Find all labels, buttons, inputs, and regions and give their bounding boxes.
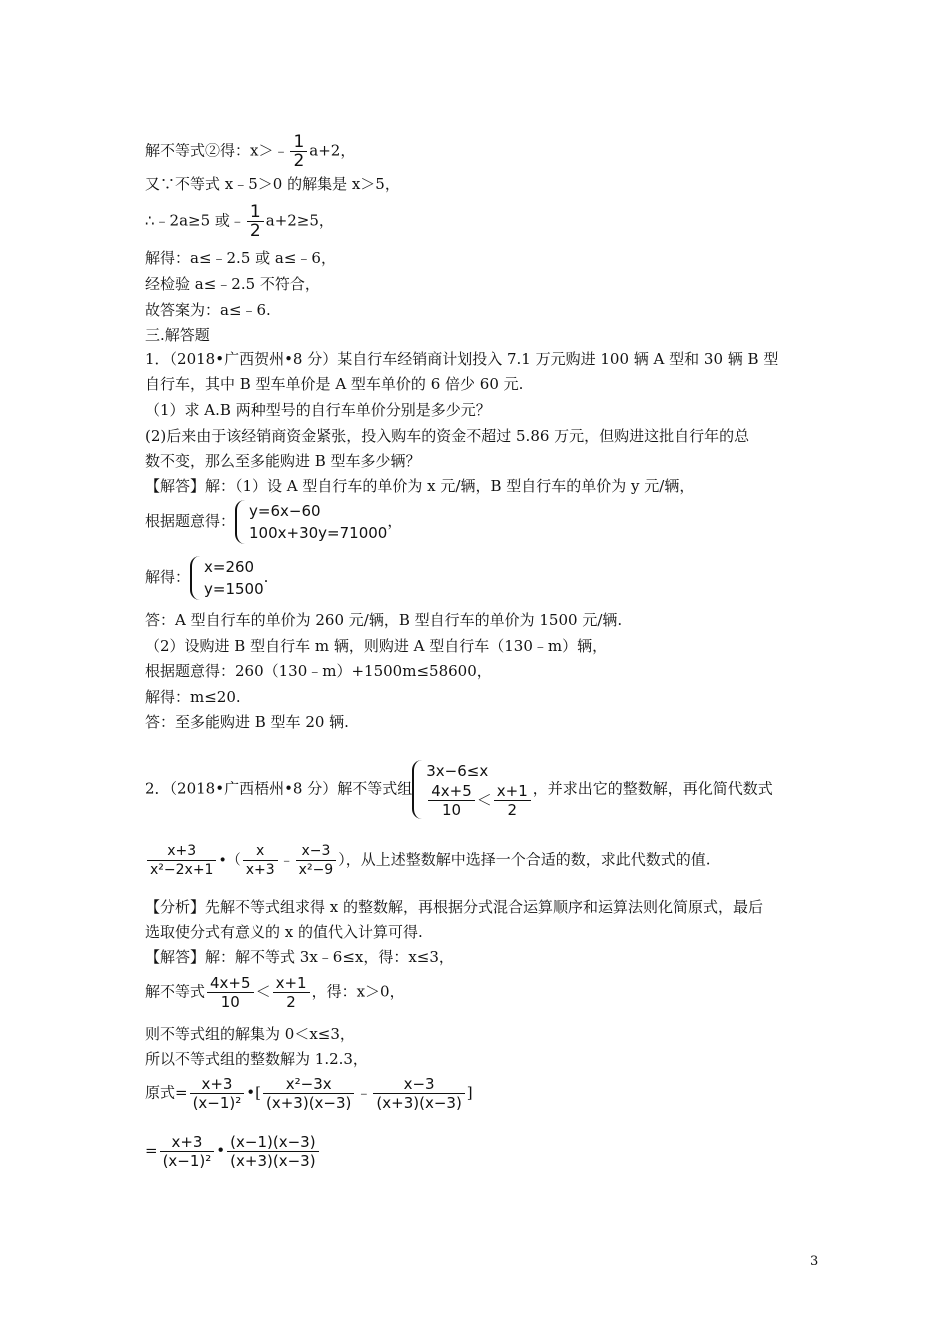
denominator: x²−2x+1	[150, 862, 214, 878]
numerator: 4x+5	[428, 782, 475, 801]
fraction	[147, 842, 216, 879]
text: ∴﹣2a≥5 或﹣	[145, 211, 245, 230]
denominator: 2	[507, 801, 518, 819]
text: ﹣	[279, 852, 294, 869]
denominator: x+3	[245, 862, 275, 878]
answer-1-line-4: 答：A 型自行车的单价为 260 元/辆，B 型自行车的单价为 1500 元/辆.	[145, 611, 623, 629]
answer-1-line-6: 根据题意得：260（130﹣m）+1500m≤58600，	[145, 662, 492, 680]
equation: x=260	[204, 558, 255, 576]
fraction	[373, 1075, 464, 1112]
denominator: (x+3)(x−3)	[266, 1094, 352, 1112]
answer-1-solution	[145, 556, 268, 600]
text: 解得：	[145, 568, 191, 586]
question-2-line-a	[145, 760, 773, 819]
section-heading: 三.解答题	[145, 326, 210, 344]
text: 解不等式②得：x＞﹣	[145, 141, 289, 160]
analysis-line-1: 【分析】先解不等式组求得 x 的整数解，再根据分式混合运算顺序和运算法则化简原式，最后	[145, 898, 763, 916]
denominator: (x+3)(x−3)	[376, 1094, 462, 1112]
solution-2-line-1: 【解答】解：解不等式 3x﹣6≤x，得：x≤3，	[145, 948, 454, 966]
denominator: 2	[286, 993, 296, 1011]
brace	[412, 760, 424, 819]
inequality-system	[412, 760, 533, 819]
text: ，得：x＞0，	[311, 982, 405, 1001]
answer-1-system	[145, 500, 402, 544]
line-5: 经检验 a≤﹣2.5 不符合，	[145, 275, 320, 293]
answer-1-line-1: 【解答】解：（1）设 A 型自行车的单价为 x 元/辆，B 型自行车的单价为 y 元/辆，	[145, 477, 695, 495]
inequality: 3x−6≤x	[426, 762, 489, 780]
fraction	[160, 1133, 215, 1170]
line-therefore	[145, 203, 334, 240]
text: .	[263, 568, 269, 586]
answer-1-line-7: 解得：m≤20.	[145, 688, 241, 706]
question-1-line-d: (2)后来由于该经销商资金紧张，投入购车的资金不超过 5.86 万元，但购进这批自行年的总	[145, 427, 750, 445]
denominator: 10	[441, 801, 462, 819]
text: 2．（2018•广西梧州•8 分）解不等式组	[145, 779, 413, 798]
denominator: (x−1)²	[192, 1094, 242, 1112]
fraction	[428, 782, 475, 819]
fraction	[227, 1133, 318, 1170]
text: ＜	[255, 982, 271, 1001]
text: a+2，	[309, 141, 356, 160]
question-1-line-c: （1）求 A.B 两种型号的自行车单价分别是多少元？	[145, 401, 491, 419]
text: ，	[387, 512, 403, 530]
question-1-line-b: 自行车，其中 B 型车单价是 A 型车单价的 6 倍少 60 元.	[145, 375, 524, 393]
fraction	[190, 1075, 245, 1112]
fraction	[207, 974, 254, 1011]
numerator: x+3	[160, 1133, 215, 1152]
text: =	[145, 1141, 158, 1160]
inequality	[426, 782, 533, 819]
numerator: 4x+5	[207, 974, 254, 993]
denominator: x²−9	[298, 862, 334, 878]
numerator: x−3	[296, 842, 337, 861]
text: a+2≥5，	[265, 211, 334, 230]
denominator: (x+3)(x−3)	[230, 1152, 316, 1170]
question-2-line-b	[145, 842, 711, 879]
numerator: x+3	[147, 842, 216, 861]
solution-2-line-3: 则不等式组的解集为 0＜x≤3，	[145, 1025, 355, 1043]
numerator: x²−3x	[263, 1075, 354, 1094]
text: ＜	[476, 791, 492, 809]
text: •	[216, 1141, 226, 1160]
text: •（	[218, 852, 241, 869]
question-1-line-a: 1．（2018•广西贺州•8 分）某自行车经销商计划投入 7.1 万元购进 100 辆 A 型和 30 辆 B 型	[145, 350, 779, 368]
fraction	[263, 1075, 354, 1112]
line-2: 又∵不等式 x﹣5＞0 的解集是 x＞5，	[145, 175, 400, 193]
numerator: 1	[290, 133, 307, 152]
numerator: 1	[247, 203, 264, 222]
text: 根据题意得：	[145, 512, 236, 530]
denominator: (x−1)²	[162, 1152, 212, 1170]
answer-1-line-5: （2）设购进 B 型自行车 m 辆，则购进 A 型自行车（130﹣m）辆，	[145, 637, 608, 655]
text: ，并求出它的整数解，再化简代数式	[532, 779, 773, 798]
fraction	[290, 133, 307, 170]
answer-1-line-8: 答：至多能购进 B 型车 20 辆.	[145, 713, 349, 731]
solution-2-line-2	[145, 974, 405, 1011]
text: ），从上述整数解中选择一个合适的数，求此代数式的值.	[338, 850, 711, 869]
numerator: (x−1)(x−3)	[227, 1133, 318, 1152]
line-solve-ineq-2	[145, 133, 355, 170]
solution-2-line-4: 所以不等式组的整数解为 1.2.3，	[145, 1050, 368, 1068]
text: ]	[466, 1083, 473, 1102]
line-4: 解得：a≤﹣2.5 或 a≤﹣6，	[145, 249, 336, 267]
numerator: x−3	[373, 1075, 464, 1094]
fraction	[296, 842, 337, 879]
text: 原式=	[145, 1083, 188, 1102]
equation: y=1500	[204, 580, 264, 598]
equation: y=6x−60	[249, 502, 321, 520]
numerator: x	[243, 842, 278, 861]
numerator: x+3	[190, 1075, 245, 1094]
question-1-line-e: 数不变，那么至多能购进 B 型车多少辆？	[145, 452, 421, 470]
brace	[190, 556, 202, 600]
numerator: x+1	[494, 782, 531, 801]
denominator: 10	[220, 993, 240, 1011]
text: ﹣	[356, 1083, 372, 1102]
denominator: 2	[293, 151, 305, 171]
fraction	[243, 842, 278, 879]
solution-2-line-6	[145, 1133, 321, 1170]
denominator: 2	[249, 221, 261, 241]
fraction	[494, 782, 531, 819]
line-6: 故答案为：a≤﹣6.	[145, 301, 271, 319]
fraction	[247, 203, 264, 240]
analysis-line-2: 选取使分式有意义的 x 的值代入计算可得.	[145, 923, 423, 941]
text: 解不等式	[145, 982, 206, 1001]
fraction	[273, 974, 310, 1011]
equation-system	[190, 556, 264, 600]
equation: 100x+30y=71000	[249, 524, 388, 542]
brace	[235, 500, 247, 544]
equation-system	[235, 500, 387, 544]
numerator: x+1	[273, 974, 310, 993]
solution-2-line-5	[145, 1075, 473, 1112]
text: •[	[246, 1083, 261, 1102]
page-number: 3	[810, 1254, 819, 1269]
